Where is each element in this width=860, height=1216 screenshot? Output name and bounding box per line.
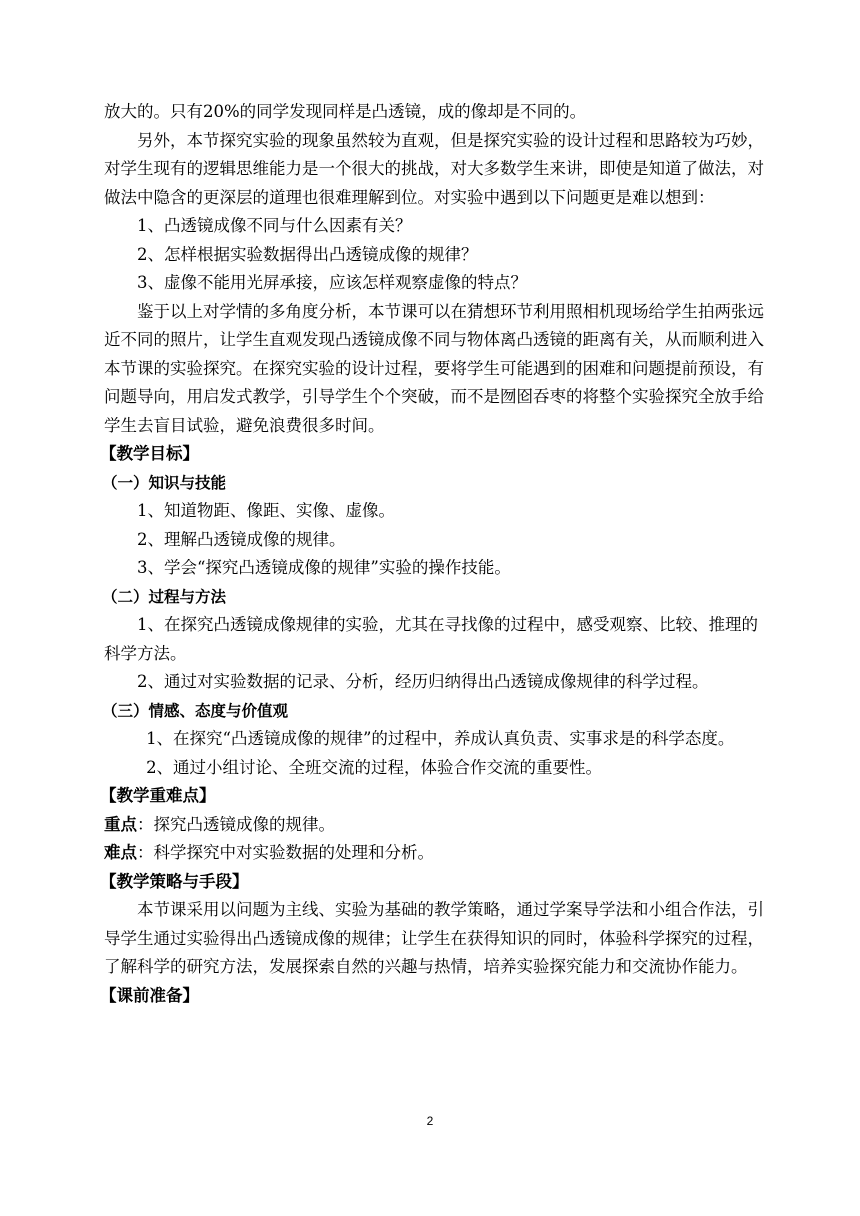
paragraph-text: ：科学探究中对实验数据的处理和分析。: [137, 843, 434, 862]
section-heading: 【教学策略与手段】: [100, 871, 249, 891]
paragraph: 2、怎样根据实验数据得出凸透镜成像的规律？: [137, 244, 478, 264]
paragraph: 1、在探究“凸透镜成像的规律”的过程中，养成认真负责、实事求是的科学态度。: [146, 729, 735, 748]
subsection-heading: （二）过程与方法: [102, 587, 227, 606]
paragraph: 鉴于以上对学情的多角度分析，本节课可以在猜想环节利用照相机现场给学生拍两张远近不同的照片，让学生直观发现凸透镜成像不同与物体离凸透镜的距离有关，从而顺利进入本节课的实验探究。在探究实验的设计过程，要将学生可能遇到的困难和问题提前预设，有问题导向，用启发式教学，引导学生个个突破，而不是囫囵吞枣的将整个实验探究全放手给学生去盲目试验，避免浪费很多时间。: [104, 301, 764, 435]
paragraph: 放大的。只有20%的同学发现同样是凸透镜，成的像却是不同的。: [104, 102, 587, 121]
paragraph: 1、凸透镜成像不同与什么因素有关？: [137, 216, 412, 235]
paragraph: 另外，本节探究实验的现象虽然较为直观，但是探究实验的设计过程和思路较为巧妙，对学生现有的逻辑思维能力是一个很大的挑战，对大多数学生来讲，即使是知道了做法，对做法中隐含的更深层的道理也很难理解到位。对实验中遇到以下问题更是难以想到：: [104, 130, 764, 207]
subsection-heading: （一）知识与技能: [102, 473, 227, 492]
subsection-heading: （三）情感、态度与价值观: [102, 701, 289, 720]
paragraph: 1、在探究凸透镜成像规律的实验，尤其在寻找像的过程中，感受观察、比较、推理的科学方法。: [104, 615, 758, 663]
paragraph-text: ：探究凸透镜成像的规律。: [137, 814, 335, 834]
section-heading: 【教学重难点】: [100, 786, 216, 805]
section-heading: 【教学目标】: [100, 444, 199, 463]
paragraph: 1、知道物距、像距、实像、虚像。: [137, 501, 395, 520]
document-body: [100, 98, 764, 1010]
paragraph: 3、学会“探究凸透镜成像的规律”实验的操作技能。: [137, 558, 511, 577]
labeled-paragraph: [104, 839, 764, 868]
section-heading: 【课前准备】: [100, 985, 199, 1005]
paragraph: 2、通过小组讨论、全班交流的过程，体验合作交流的重要性。: [146, 757, 603, 777]
page-number: 2: [426, 1114, 434, 1128]
paragraph: 3、虚像不能用光屏承接，应该怎样观察虚像的特点？: [137, 273, 527, 292]
paragraph-label: 重点: [104, 814, 137, 834]
paragraph: 本节课采用以问题为主线、实验为基础的教学策略，通过学案导学法和小组合作法，引导学生通过实验得出凸透镜成像的规律；让学生在获得知识的同时，体验科学探究的过程，了解科学的研究方法，发展探索自然的兴趣与热情，培养实验探究能力和交流协作能力。: [104, 900, 764, 976]
paragraph: 2、理解凸透镜成像的规律。: [137, 529, 346, 549]
paragraph: 2、通过对实验数据的记录、分析，经历归纳得出凸透镜成像规律的科学过程。: [137, 672, 709, 691]
paragraph-label: 难点: [104, 843, 137, 862]
labeled-paragraph: [104, 811, 764, 840]
